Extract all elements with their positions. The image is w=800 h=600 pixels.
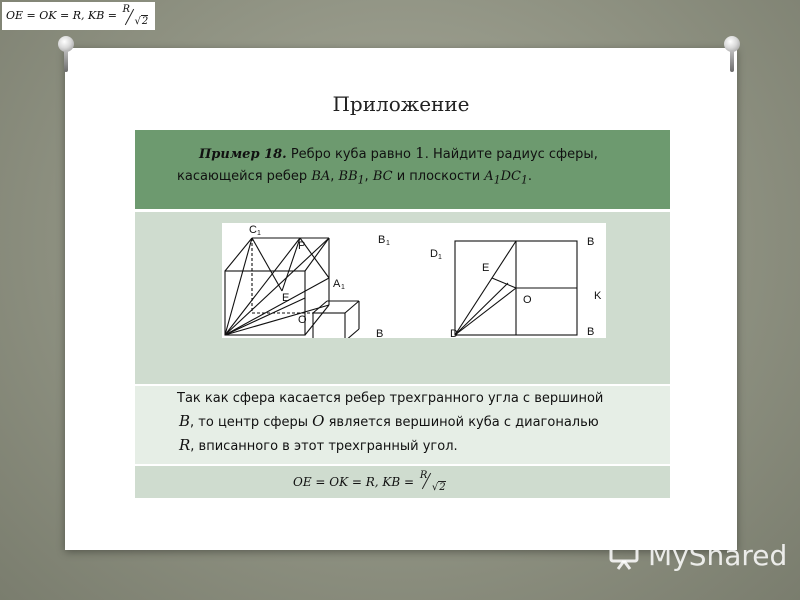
presentation-board-icon [608, 540, 642, 570]
solution-text: Так как сфера касается ребер трехгранного угла с вершиной B, то центр сферы O является вершиной куба с диагональю R, вписанного в этот трехгранный угол. [177, 391, 604, 454]
label-o-left: O [298, 314, 307, 326]
label-c1: C [249, 224, 257, 236]
svg-text:1: 1 [257, 230, 261, 237]
problem-row [135, 130, 670, 209]
label-b-bottom: B [587, 326, 595, 338]
pushpin-icon [55, 36, 77, 76]
label-d1: D [430, 248, 438, 260]
label-k: K [594, 290, 602, 302]
label-o-right: O [523, 294, 532, 306]
label-b-left: B [376, 328, 384, 338]
label-a1: A [333, 278, 341, 290]
geometry-figure [222, 223, 606, 338]
edge-value: 1 [415, 144, 425, 162]
pushpin-icon [721, 36, 743, 76]
label-d: D [450, 328, 458, 338]
content-table [135, 130, 670, 498]
slide-title: Приложение [332, 92, 470, 116]
label-e-left: E [282, 292, 290, 304]
watermark-text: MyShared [648, 538, 788, 572]
label-p: P [298, 240, 306, 252]
label-b1: B [378, 234, 386, 246]
answer-fraction: R √2 [419, 470, 446, 493]
slide [65, 48, 737, 550]
problem-label: Пример 18. [199, 147, 287, 162]
answer-row [135, 466, 670, 498]
cube-diagram [222, 223, 606, 338]
corner-fraction-numerator: R [122, 4, 131, 15]
corner-formula [2, 2, 155, 30]
svg-text:1: 1 [341, 284, 345, 291]
corner-fraction [121, 4, 151, 28]
watermark [608, 536, 787, 574]
svg-text:1: 1 [386, 240, 390, 247]
problem-statement: Пример 18. Ребро куба равно 1. Найдите радиус сферы, касающейся ребер BA, $BB_1$, BC и плоскости $A_1DC_1$. [177, 144, 598, 187]
corner-fraction-denominator: √2 [134, 16, 149, 27]
label-e-right: E [482, 262, 490, 274]
answer-formula: OE = OK = R, KB = R √2 [293, 468, 448, 496]
solution-row [135, 386, 670, 464]
corner-formula-left: OE = OK = R, KB = [6, 9, 121, 22]
svg-text:1: 1 [438, 254, 442, 261]
figure-row [135, 212, 670, 384]
label-b-top: B [587, 236, 595, 248]
